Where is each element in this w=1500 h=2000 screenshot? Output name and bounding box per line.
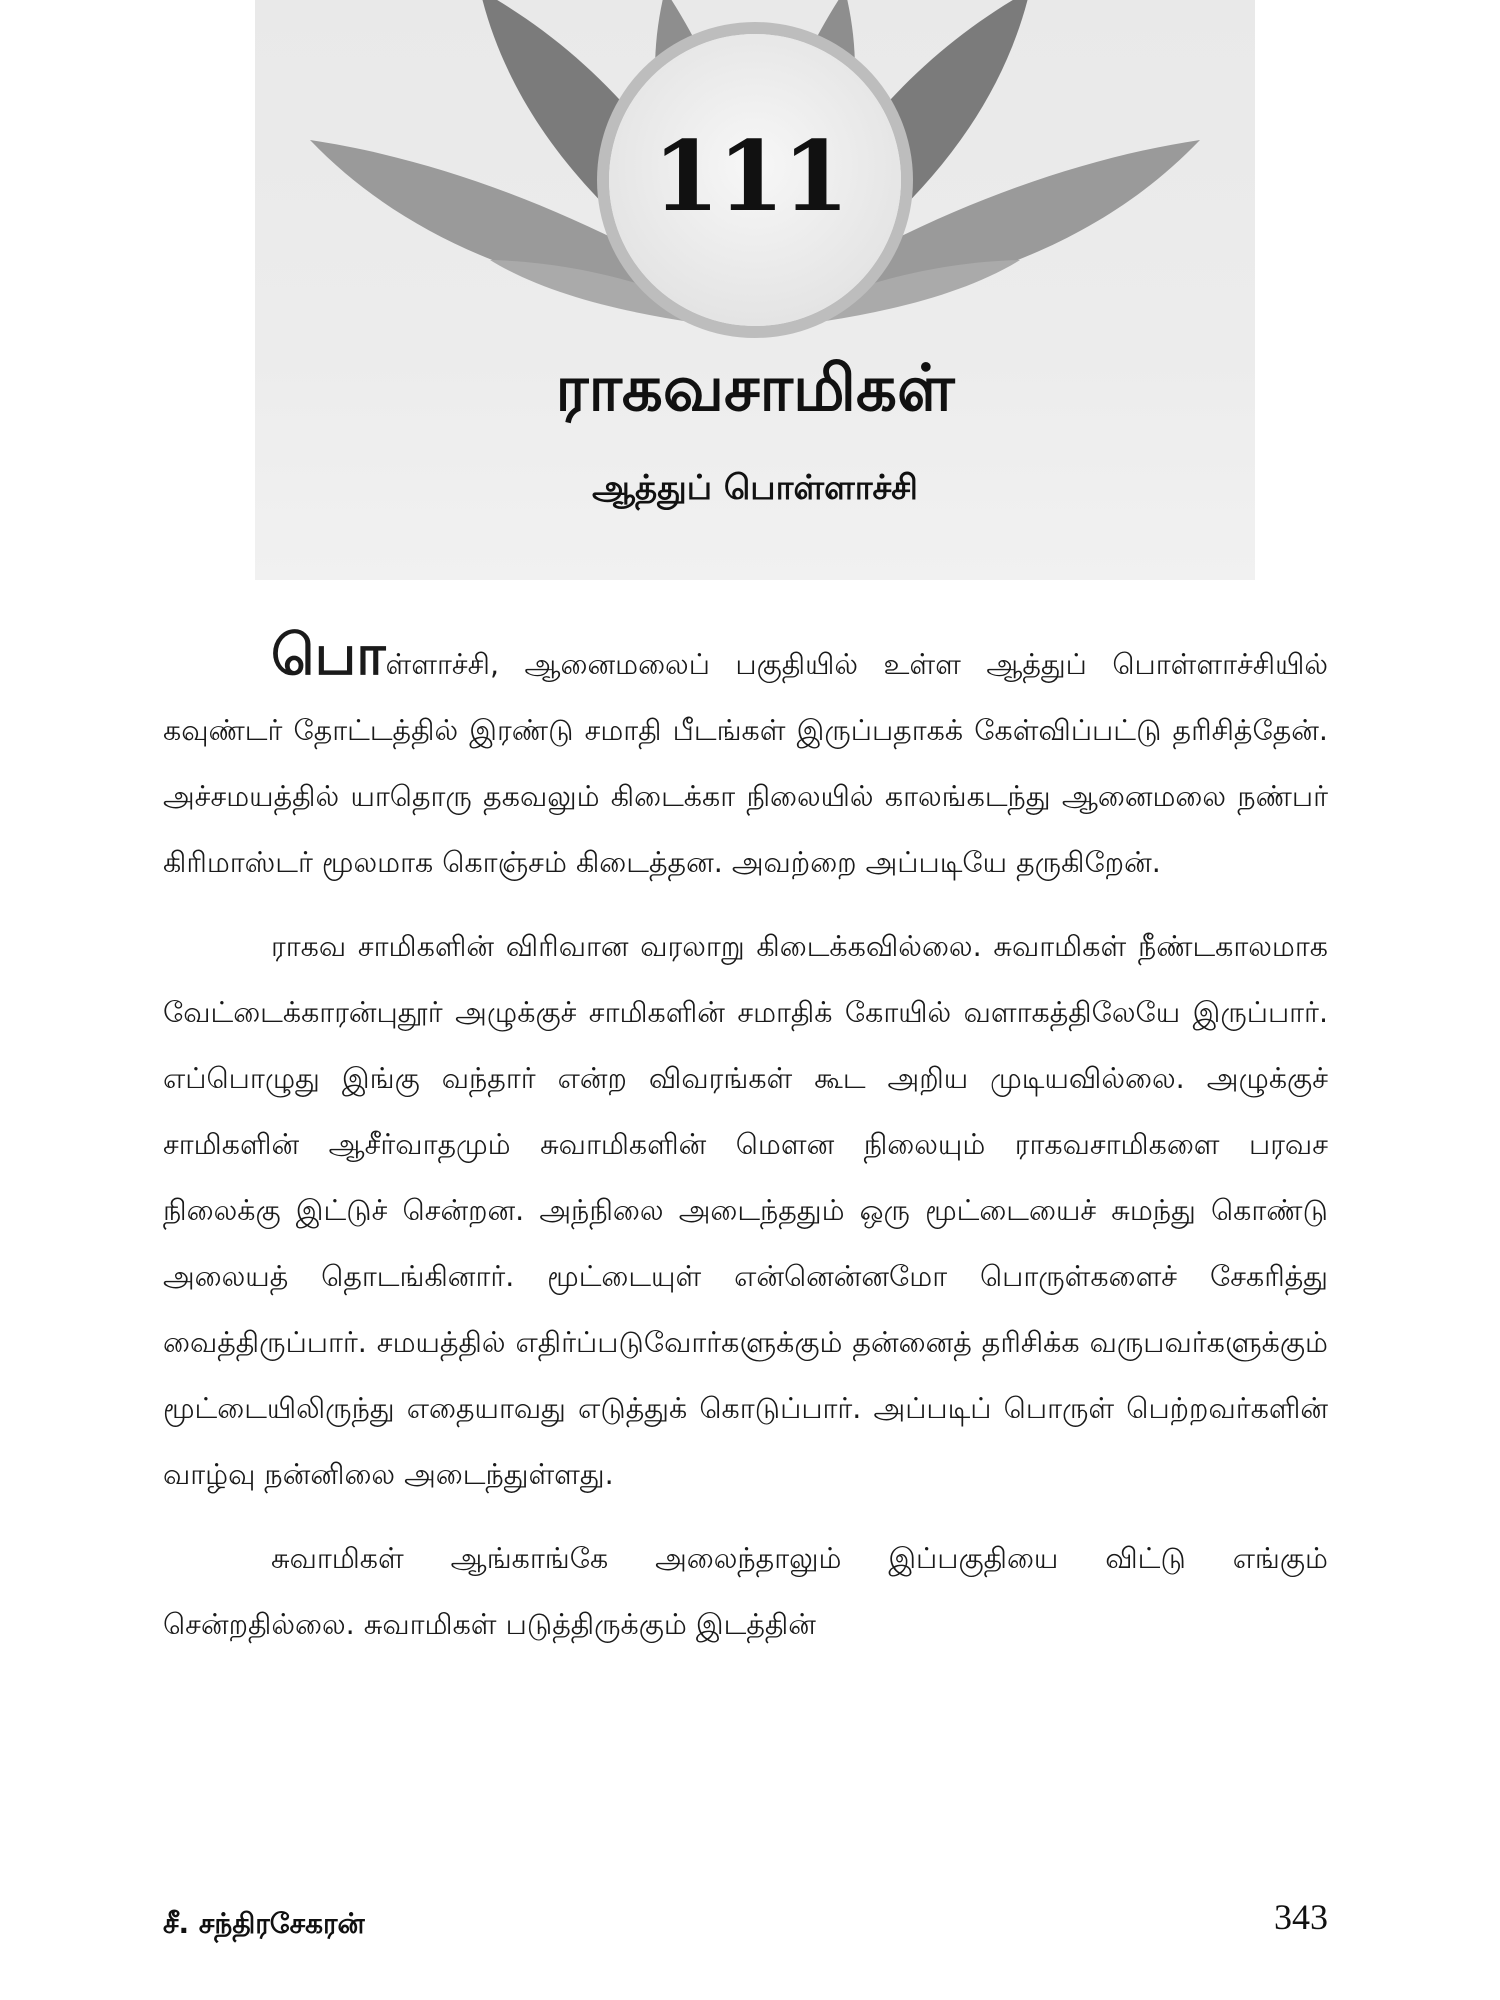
body-paragraph-3: சுவாமிகள் ஆங்காங்கே அலைந்தாலும் இப்பகுதியை விட்டு எங்கும் சென்றதில்லை. சுவாமிகள் படுத்திருக்கும் இடத்தின் <box>163 1542 1328 1641</box>
chapter-number: 111 <box>652 120 848 233</box>
body-paragraph-2: ராகவ சாமிகளின் விரிவான வரலாறு கிடைக்கவில்லை. சுவாமிகள் நீண்டகாலமாக வேட்டைக்காரன்புதூர் அழுக்குச் சாமிகளின் சமாதிக் கோயில் வளாகத்திலேயே இருப்பார். எப்பொழுது இங்கு வந்தார் என்ற விவரங்கள் கூட அறிய முடியவில்லை. அழுக்குச் சாமிகளின் ஆசீர்வாதமும் சுவாமிகளின் மௌன நிலையும் ராகவசாமிகளை பரவச நிலைக்கு இட்டுச் சென்றன. அந்நிலை அடைந்ததும் ஒரு மூட்டையைச் சுமந்து கொண்டு அலையத் தொடங்கினார். மூட்டையுள் என்னென்னமோ பொருள்களைச் சேகரித்து வைத்திருப்பார். சமயத்தில் எதிர்ப்படுவோர்களுக்கும் தன்னைத் தரிசிக்க வருபவர்களுக்கும் மூட்டையிலிருந்து எதையாவது எடுத்துக் கொடுப்பார். அப்படிப் பொருள் பெற்றவர்களின் வாழ்வு நன்னிலை அடைந்துள்ளது. <box>163 930 1328 1491</box>
chapter-title: ராகவசாமிகள் <box>555 352 955 426</box>
paragraph-text: ள்ளாச்சி, ஆனைமலைப் பகுதியில் உள்ள ஆத்துப் பொள்ளாச்சியில் கவுண்டர் தோட்டத்தில் இரண்டு சமாதி பீடங்கள் இருப்பதாகக் கேள்விப்பட்டு தரிசித்தேன். அச்சமயத்தில் யாதொரு தகவலும் கிடைக்கா நிலையில் காலங்கடந்து ஆனைமலை நண்பர் கிரிமாஸ்டர் மூலமாக கொஞ்சம் கிடைத்தன. அவற்றை அப்படியே தருகிறேன். <box>163 648 1328 879</box>
body-paragraph-1 <box>163 623 1328 896</box>
page-number: 343 <box>1274 1897 1328 1937</box>
drop-cap-word: பொ <box>271 623 386 688</box>
footer-author: சீ. சந்திரசேகரன் <box>163 1907 365 1940</box>
chapter-body <box>163 623 1328 1676</box>
chapter-subtitle: ஆத்துப் பொள்ளாச்சி <box>592 468 918 508</box>
